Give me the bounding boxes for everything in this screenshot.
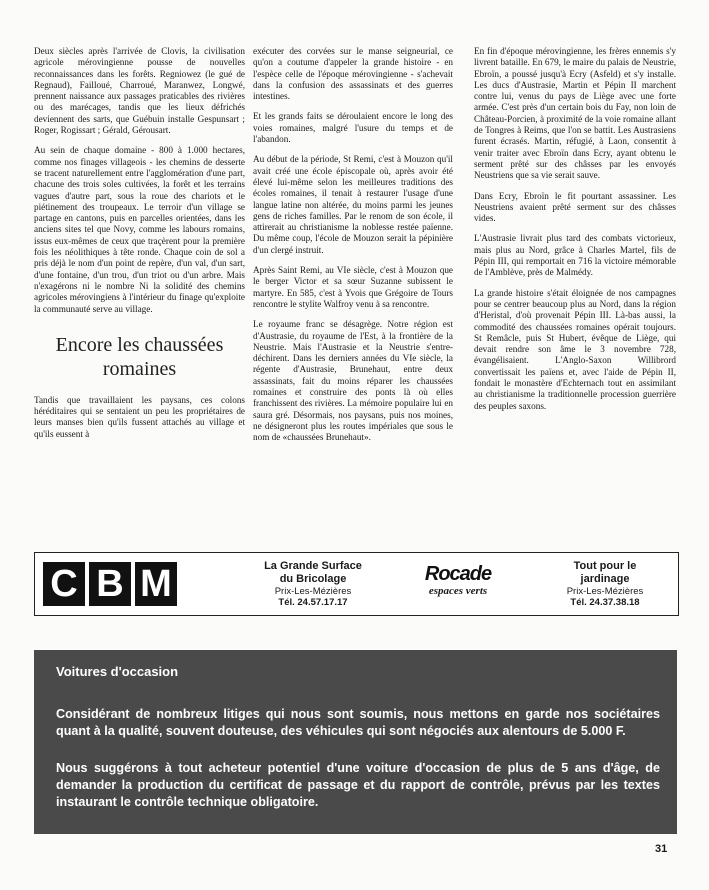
- logo-letter: C: [43, 562, 85, 606]
- paragraph: Au début de la période, St Remi, c'est à Mouzon qu'il avait créé une école épiscopale où, après avoir été élevé lui-même selon les meilleures traditions des écoles romaines, il tenait à restaurer l'usage d'une langue latine non altérée, du moins parmi les jeunes gens de riches familles. Par le renom de son école, il attirerait au christianisme la noblesse restée païenne. Du même coup, l'école de Mouzon serait la pépinière d'un clergé instruit.: [253, 154, 453, 255]
- paragraph: Dans Ecry, Ebroïn le fit pourtant assassiner. Les Neustriens avaient prêté serment sur des châsses vides.: [474, 190, 676, 224]
- paragraph: Le royaume franc se désagrège. Notre région est d'Austrasie, du royaume de l'Est, à la frontière de la Neustrie. Mais l'Austrasie et la Neustrie s'entre-déchirent. Dans les derniers années du VIe siècle, la régente d'Austrasie, Brunehaut, entre deux assassinats, fait du moins réparer les chaussées romaines et construire des ponts là où elles franchissent des rivières. La mémoire populaire lui en saura gré. Désormais, nos paysans, puis nos moines, ne désigneront plus les routes impériales que sous le nom de «chaussées Brunehaut».: [253, 319, 453, 443]
- paragraph: L'Austrasie livrait plus tard des combats victorieux, mais plus au Nord, grâce à Charles Martel, fils de Pépin III, qui remportait en 716 la victoire mémorable de l'Amblève, près de Malmédy.: [474, 233, 676, 278]
- paragraph: Et les grands faits se déroulaient encore le long des voies romaines, malgré l'usure du temps et de l'abandon.: [253, 111, 453, 145]
- paragraph: La grande histoire s'était éloignée de nos campagnes pour se centrer beaucoup plus au Nord, dans la région d'Heristal, d'où provenait Pépin III. Là-bas aussi, la commodité des chaussées romaines opérait toujours. St Remâcle, puis St Hubert, évêque de Liège, qui devait rendre son âme le 3 novembre 728, évangélisaient. L'Anglo-Saxon Willibrord convertissait les païens et, avec l'aide de Pépin II, fondait le monastère d'Echternach tout en assimilant au christianisme la traditionnelle procession guerrière des peuples saxons.: [474, 287, 676, 411]
- ad-phone: Tél. 24.37.38.18: [570, 597, 640, 608]
- cbm-logo: [43, 562, 177, 606]
- paragraph: Deux siècles après l'arrivée de Clovis, la civilisation agricole mérovingienne pousse de nouvelles reconnaissances dans les forêts. Regniowez (le gué de Regnaud), Failloué, Charroué, Maranwez, Longwé, prennent naissance aux passages praticables des rivières ou des marécages, tandis que les lieux défrichés deviennent des sarts, que Guébuin installe Gespunsart ; Roger, Rogissart ; Gérald, Gérousart.: [34, 46, 245, 136]
- paragraph: En fin d'époque mérovingienne, les frères ennemis s'y livrent bataille. En 679, le maire du palais de Neustrie, Ebroïn, a poussé jusqu'à Ecry (Asfeld) et s'y installe. Les ducs d'Austrasie, Martin et Pépin II marchent contre lui, venus du pays de Liège avec une forte armée. C'est près d'un certain bois du Fay, non loin de Château-Porcien, à proximité de la voie romaine allant de Tongres à Reims, que l'on se battit. Les Austrasiens furent écrasés. Martin, réfugié, à Laon, consentit à venir traiter avec Ebroïn dans Ecry, ayant obtenu le serment prêté sur des châsses par les envoyés Neustriens que sa vie serait sauve.: [474, 46, 676, 181]
- article-column-1: [34, 46, 245, 449]
- page-number: 31: [655, 843, 668, 855]
- article-column-2: [253, 46, 453, 453]
- ad-location: Prix-Les-Mézières: [566, 586, 644, 597]
- rocade-tagline: espaces verts: [428, 585, 488, 597]
- cbm-ad-text: [253, 560, 373, 608]
- article-column-3: [474, 46, 676, 421]
- rocade-logo-text: Rocade: [424, 563, 492, 585]
- section-title: Encore les chaussées romaines: [55, 333, 224, 380]
- ad-line: du Bricolage: [279, 573, 347, 585]
- notice-paragraph: Nous suggérons à tout acheteur potentiel d'une voiture d'occasion de plus de 5 ans d'âge, de demander la production du certificat de passage et du rapport de contrôle, prévus par les textes instaurant le contrôle technique obligatoire.: [56, 761, 660, 809]
- notice-title: Voitures d'occasion: [56, 664, 179, 679]
- rocade-ad-text: [535, 560, 675, 608]
- logo-letter: B: [89, 562, 131, 606]
- advertisement-strip: [34, 552, 679, 616]
- ad-location: Prix-Les-Mézières: [274, 586, 352, 597]
- notice-box: [34, 650, 677, 834]
- paragraph: exécuter des corvées sur le manse seigneurial, ce qu'on a coutume d'appeler la grande histoire - en l'espèce celle de l'époque mérovingienne - s'achevait dans la confusion des assassinats et des guerres intestines.: [253, 46, 453, 102]
- paragraph: Tandis que travaillaient les paysans, ces colons héréditaires qui se sentaient un peu les propriétaires de leurs manses bien qu'ils fussent attachés au village et qu'ils eussent à: [34, 394, 245, 439]
- ad-line: jardinage: [580, 573, 630, 585]
- notice-paragraph: Considérant de nombreux litiges qui nous sont soumis, nous mettons en garde nos sociétaires quant à la qualité, souvent douteuse, des véhicules qui sont négociés aux alentours de 5.000 F.: [56, 707, 660, 738]
- ad-line: Tout pour le: [573, 560, 637, 572]
- rocade-logo: [403, 563, 513, 597]
- ad-line: La Grande Surface: [264, 560, 362, 572]
- paragraph: Après Saint Remi, au VIe siècle, c'est à Mouzon que le berger Victor et sa sœur Suzanne subissent le martyre. En 585, c'est à Yvois que Grégoire de Tours rencontre le stylite Walfroy venu à sa rencontre.: [253, 265, 453, 309]
- ad-phone: Tél. 24.57.17.17: [278, 597, 348, 608]
- logo-letter: M: [135, 562, 177, 606]
- paragraph: Au sein de chaque domaine - 800 à 1.000 hectares, comme nos finages villageois - les chemins de desserte se tracent naturellement entre l'agglomération d'une part, chacune des trois soles cultivées, la forêt et les terrains vagues d'autre part, sous la roue des chariots et le piétinement des troupeaux. Le terroir d'un village se partage en cantons, puis en parcelles orientées, dans les anciens sites tel que Novy, comme les labours romains, issus eux-mêmes de ceux que traçèrent pour la première fois les néolithiques à tête ronde. Chaque coin de sol a pris déjà le nom d'un point de repère, d'un val, d'un sart, d'une fontaine, d'un trou, d'un triot ou d'un arbre. Mais n'exagérons ni le nombre Ni la solidité des chemins agricoles mérovingiens à l'intérieur du finage qu'exploite la communauté serve au village.: [34, 145, 245, 314]
